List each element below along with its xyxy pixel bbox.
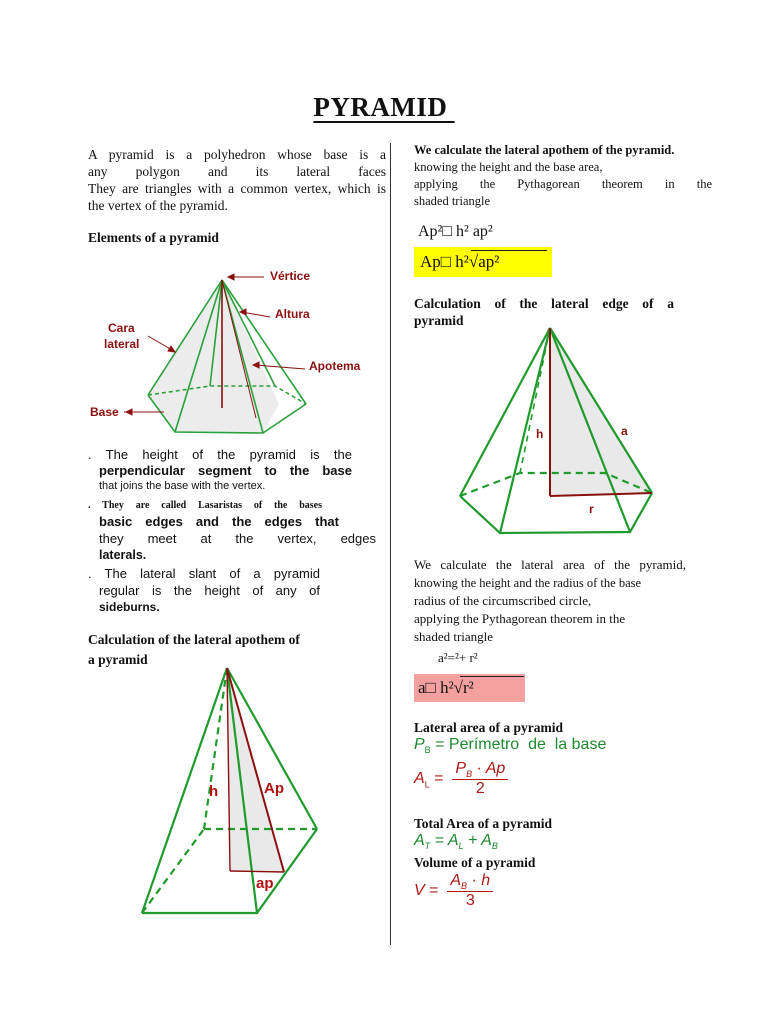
page-title: PYRAMID [313,92,455,122]
formula-lateral-area: $A_L$ = $\frac{P_B \cdot Ap}{2}$ [414,760,508,798]
square-pyramid-diagram [130,660,330,922]
intro-line: the vertex of the pyramid. [88,198,228,213]
height-definition [88,447,352,493]
label-r: r [589,502,594,516]
text-line: We calculate the lateral apothem of the pyramid. [414,143,675,157]
text-line: applying the Pythagorean theorem in the [414,611,626,626]
text-line: sideburns. [99,600,160,614]
apothem-text [414,142,712,210]
slant-definition [88,565,320,616]
text-line: radius of the circumscribed circle, [414,593,592,608]
text-line: basic edges and the edges that [99,514,339,529]
label-h: h [209,783,219,800]
total-area-heading: Total Area of a pyramid [414,816,553,831]
intro-line: They are triangles with a common vertex, which is [88,181,386,196]
formula-a-squared: a²=²+ r² [438,650,478,665]
label-vertice: Vértice [270,269,311,283]
label-Ap: Ap [264,780,284,797]
sqrt-bar [460,676,524,677]
intro-paragraph [88,146,386,214]
text-line: laterals. [99,548,147,562]
formula-total-area: $A_T = A_L + A_B$ [414,832,498,852]
label-apotema: Apotema [309,359,361,373]
text-line: that joins the base with the vertex. [99,480,266,492]
label-ap: ap [256,875,274,892]
text-line: Calculation of the lateral apothem of [88,632,300,647]
text-line: knowing the height and the radius of the base [414,576,642,590]
text-line: . They are called Lasaristas of the bases [88,500,322,511]
fraction: $\frac{A_B \cdot h}{3}$ [447,872,493,910]
perimeter-text: = Perímetro de la base [435,736,607,753]
pyramid-elements-diagram [80,262,380,440]
text-line: a pyramid [88,652,148,667]
pentagonal-pyramid-diagram [450,320,660,540]
text-line: . The lateral slant of a pyramid [88,566,320,581]
formula-perimeter: $P_B$ = Perímetro de la base [414,736,607,756]
edges-definition [88,499,376,564]
column-divider [390,143,391,945]
text-line: knowing the height and the base area, [414,160,603,174]
label-altura: Altura [275,307,310,321]
formula-a-box [414,674,525,702]
label-a: a [621,424,628,438]
text-line: . The height of the pyramid is the [88,447,352,462]
text-line: shaded triangle [414,629,494,644]
formula-ap-box [414,247,552,277]
formula-ap-text: Ap□ h²√ap² [420,252,500,271]
volume-heading: Volume of a pyramid [414,855,536,870]
text-line: applying the Pythagorean theorem in the [414,177,712,191]
label-base: Base [90,405,119,419]
text-line: Calculation of the lateral edge of a [414,296,674,311]
lateral-area-heading: Lateral area of a pyramid [414,720,563,735]
text-line: We calculate the lateral area of the pyramid, [414,557,686,572]
formula-ap-squared: Ap²□ h² ap² [418,223,493,240]
text-line: perpendicular segment to the base [99,463,352,478]
text-line: regular is the height of any of [99,583,320,598]
text-line: they meet at the vertex, edges [99,531,376,546]
label-h: h [536,427,544,441]
text-line: pyramid [414,313,464,328]
elements-heading: Elements of a pyramid [88,230,219,245]
intro-line: A pyramid is a polyhedron whose base is a [88,147,386,162]
lateral-area-text [414,556,686,646]
label-cara: Cara [108,321,135,335]
text-line: shaded triangle [414,194,491,208]
label-lateral: lateral [104,337,140,351]
fraction: $\frac{P_B \cdot Ap}{2}$ [452,760,508,798]
intro-line: any polygon and its lateral faces [88,164,386,179]
formula-volume: V = $\frac{A_B \cdot h}{3}$ [414,872,493,910]
sqrt-bar [471,250,547,251]
formula-a-text: a□ h²√r² [418,678,474,697]
